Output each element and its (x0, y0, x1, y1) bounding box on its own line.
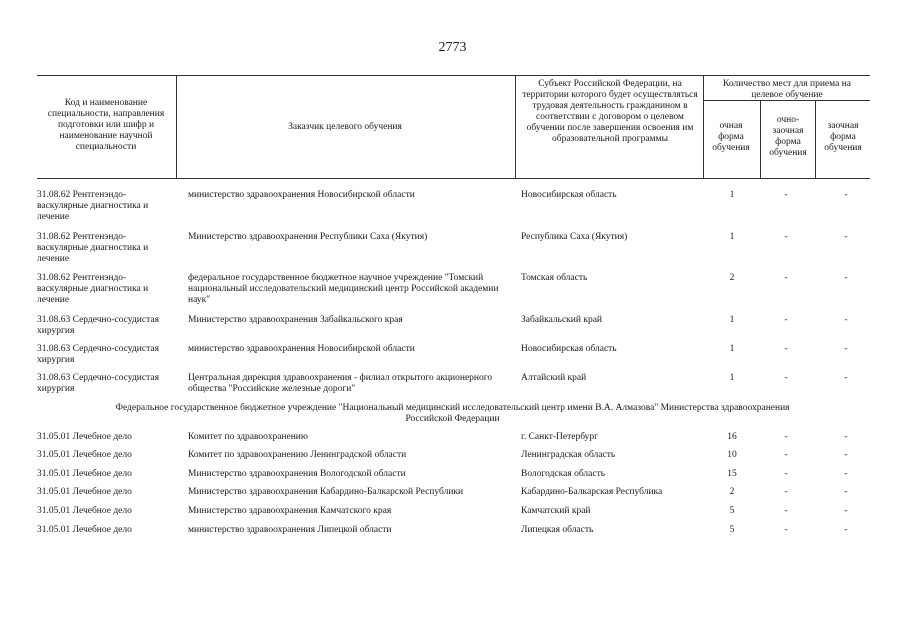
cell-specialty: 31.05.01 Лечебное дело (37, 487, 132, 497)
cell-specialty: 31.08.62 Рентгенэндо-васкулярные диагностика и лечение (37, 232, 149, 264)
header-region: Субъект Российской Федерации, на территории которого будет осуществляться трудовая деятельность гражданином в соответствии с договором о целевом обучении после завершения освоения им образовательной программы (522, 79, 698, 144)
cell-part-time: - (784, 232, 788, 242)
cell-region: Забайкальский край (521, 315, 602, 325)
header-extramural: заочная форма обучения (824, 121, 862, 153)
cell-full-time: 16 (727, 432, 737, 442)
cell-customer: министерство здравоохранения Новосибирской области (188, 344, 415, 354)
cell-specialty: 31.05.01 Лечебное дело (37, 432, 132, 442)
cell-extramural: - (844, 273, 848, 283)
cell-part-time: - (784, 315, 788, 325)
cell-customer: Министерство здравоохранения Республики Саха (Якутия) (188, 232, 428, 242)
cell-customer: министерство здравоохранения Липецкой области (188, 525, 392, 535)
cell-region: Камчатский край (521, 506, 591, 516)
cell-full-time: 2 (729, 273, 735, 283)
header-divider (815, 100, 816, 178)
section-title: Федеральное государственное бюджетное учреждение "Национальный медицинский исследовательский центр имени В.А. Алмазова" Министерства здравоохранения Российской Федерации (115, 403, 790, 424)
cell-customer: Центральная дирекция здравоохранения - филиал открытого акционерного общества "Российские железные дороги" (188, 373, 493, 394)
cell-extramural: - (844, 525, 848, 535)
header-full-time: очная форма обучения (712, 121, 750, 153)
cell-extramural: - (844, 190, 848, 200)
cell-extramural: - (844, 450, 848, 460)
cell-region: Новосибирская область (521, 190, 617, 200)
cell-part-time: - (784, 450, 788, 460)
cell-region: Липецкая область (521, 525, 594, 535)
header-top-rule (37, 75, 870, 76)
cell-region: Новосибирская область (521, 344, 617, 354)
cell-specialty: 31.08.62 Рентгенэндо-васкулярные диагностика и лечение (37, 190, 149, 222)
cell-full-time: 5 (729, 525, 735, 535)
cell-part-time: - (784, 487, 788, 497)
cell-full-time: 2 (729, 487, 735, 497)
header-places-group: Количество мест для приема на целевое обучение (723, 79, 851, 100)
cell-extramural: - (844, 344, 848, 354)
header-divider (176, 75, 177, 178)
header-divider (515, 75, 516, 178)
header-specialty: Код и наименование специальности, направления подготовки или шифр и наименование научной специальности (47, 98, 165, 152)
cell-part-time: - (784, 190, 788, 200)
cell-region: Томская область (521, 273, 588, 283)
cell-part-time: - (784, 469, 788, 479)
cell-region: Кабардино-Балкарская Республика (521, 487, 663, 497)
cell-specialty: 31.05.01 Лечебное дело (37, 469, 132, 479)
cell-full-time: 1 (729, 190, 735, 200)
cell-full-time: 10 (727, 450, 737, 460)
cell-specialty: 31.08.63 Сердечно-сосудистая хирургия (37, 373, 159, 394)
cell-full-time: 15 (727, 469, 737, 479)
cell-part-time: - (784, 432, 788, 442)
cell-customer: министерство здравоохранения Новосибирской области (188, 190, 415, 200)
header-part-time: очно-заочная форма обучения (769, 115, 807, 158)
header-divider (703, 75, 704, 178)
cell-customer: Комитет по здравоохранению (188, 432, 308, 442)
cell-customer: федеральное государственное бюджетное научное учреждение "Томский национальный исследовательский медицинский центр Российской академии наук" (188, 273, 499, 305)
cell-region: г. Санкт-Петербург (521, 432, 599, 442)
cell-full-time: 1 (729, 232, 735, 242)
cell-extramural: - (844, 373, 848, 383)
cell-specialty: 31.05.01 Лечебное дело (37, 450, 132, 460)
cell-customer: Министерство здравоохранения Вологодской области (188, 469, 406, 479)
cell-full-time: 1 (729, 344, 735, 354)
header-bottom-rule (37, 178, 870, 179)
cell-specialty: 31.08.63 Сердечно-сосудистая хирургия (37, 315, 159, 336)
cell-part-time: - (784, 506, 788, 516)
cell-region: Алтайский край (521, 373, 587, 383)
cell-part-time: - (784, 273, 788, 283)
cell-region: Вологодская область (521, 469, 606, 479)
cell-customer: Министерство здравоохранения Камчатского края (188, 506, 392, 516)
cell-customer: Министерство здравоохранения Забайкальского края (188, 315, 403, 325)
cell-full-time: 5 (729, 506, 735, 516)
cell-extramural: - (844, 506, 848, 516)
cell-customer: Министерство здравоохранения Кабардино-Балкарской Республики (188, 487, 464, 497)
header-customer: Заказчик целевого обучения (288, 122, 402, 132)
cell-customer: Комитет по здравоохранению Ленинградской области (188, 450, 407, 460)
cell-region: Ленинградская область (521, 450, 616, 460)
cell-extramural: - (844, 232, 848, 242)
cell-specialty: 31.05.01 Лечебное дело (37, 506, 132, 516)
cell-full-time: 1 (729, 373, 735, 383)
cell-extramural: - (844, 469, 848, 479)
cell-full-time: 1 (729, 315, 735, 325)
page-number: 2773 (438, 40, 467, 55)
cell-extramural: - (844, 487, 848, 497)
cell-part-time: - (784, 525, 788, 535)
cell-extramural: - (844, 315, 848, 325)
cell-specialty: 31.08.62 Рентгенэндо-васкулярные диагностика и лечение (37, 273, 149, 305)
cell-part-time: - (784, 373, 788, 383)
cell-region: Республика Саха (Якутия) (521, 232, 628, 242)
cell-specialty: 31.08.63 Сердечно-сосудистая хирургия (37, 344, 159, 365)
cell-part-time: - (784, 344, 788, 354)
cell-specialty: 31.05.01 Лечебное дело (37, 525, 132, 535)
cell-extramural: - (844, 432, 848, 442)
header-divider (760, 100, 761, 178)
